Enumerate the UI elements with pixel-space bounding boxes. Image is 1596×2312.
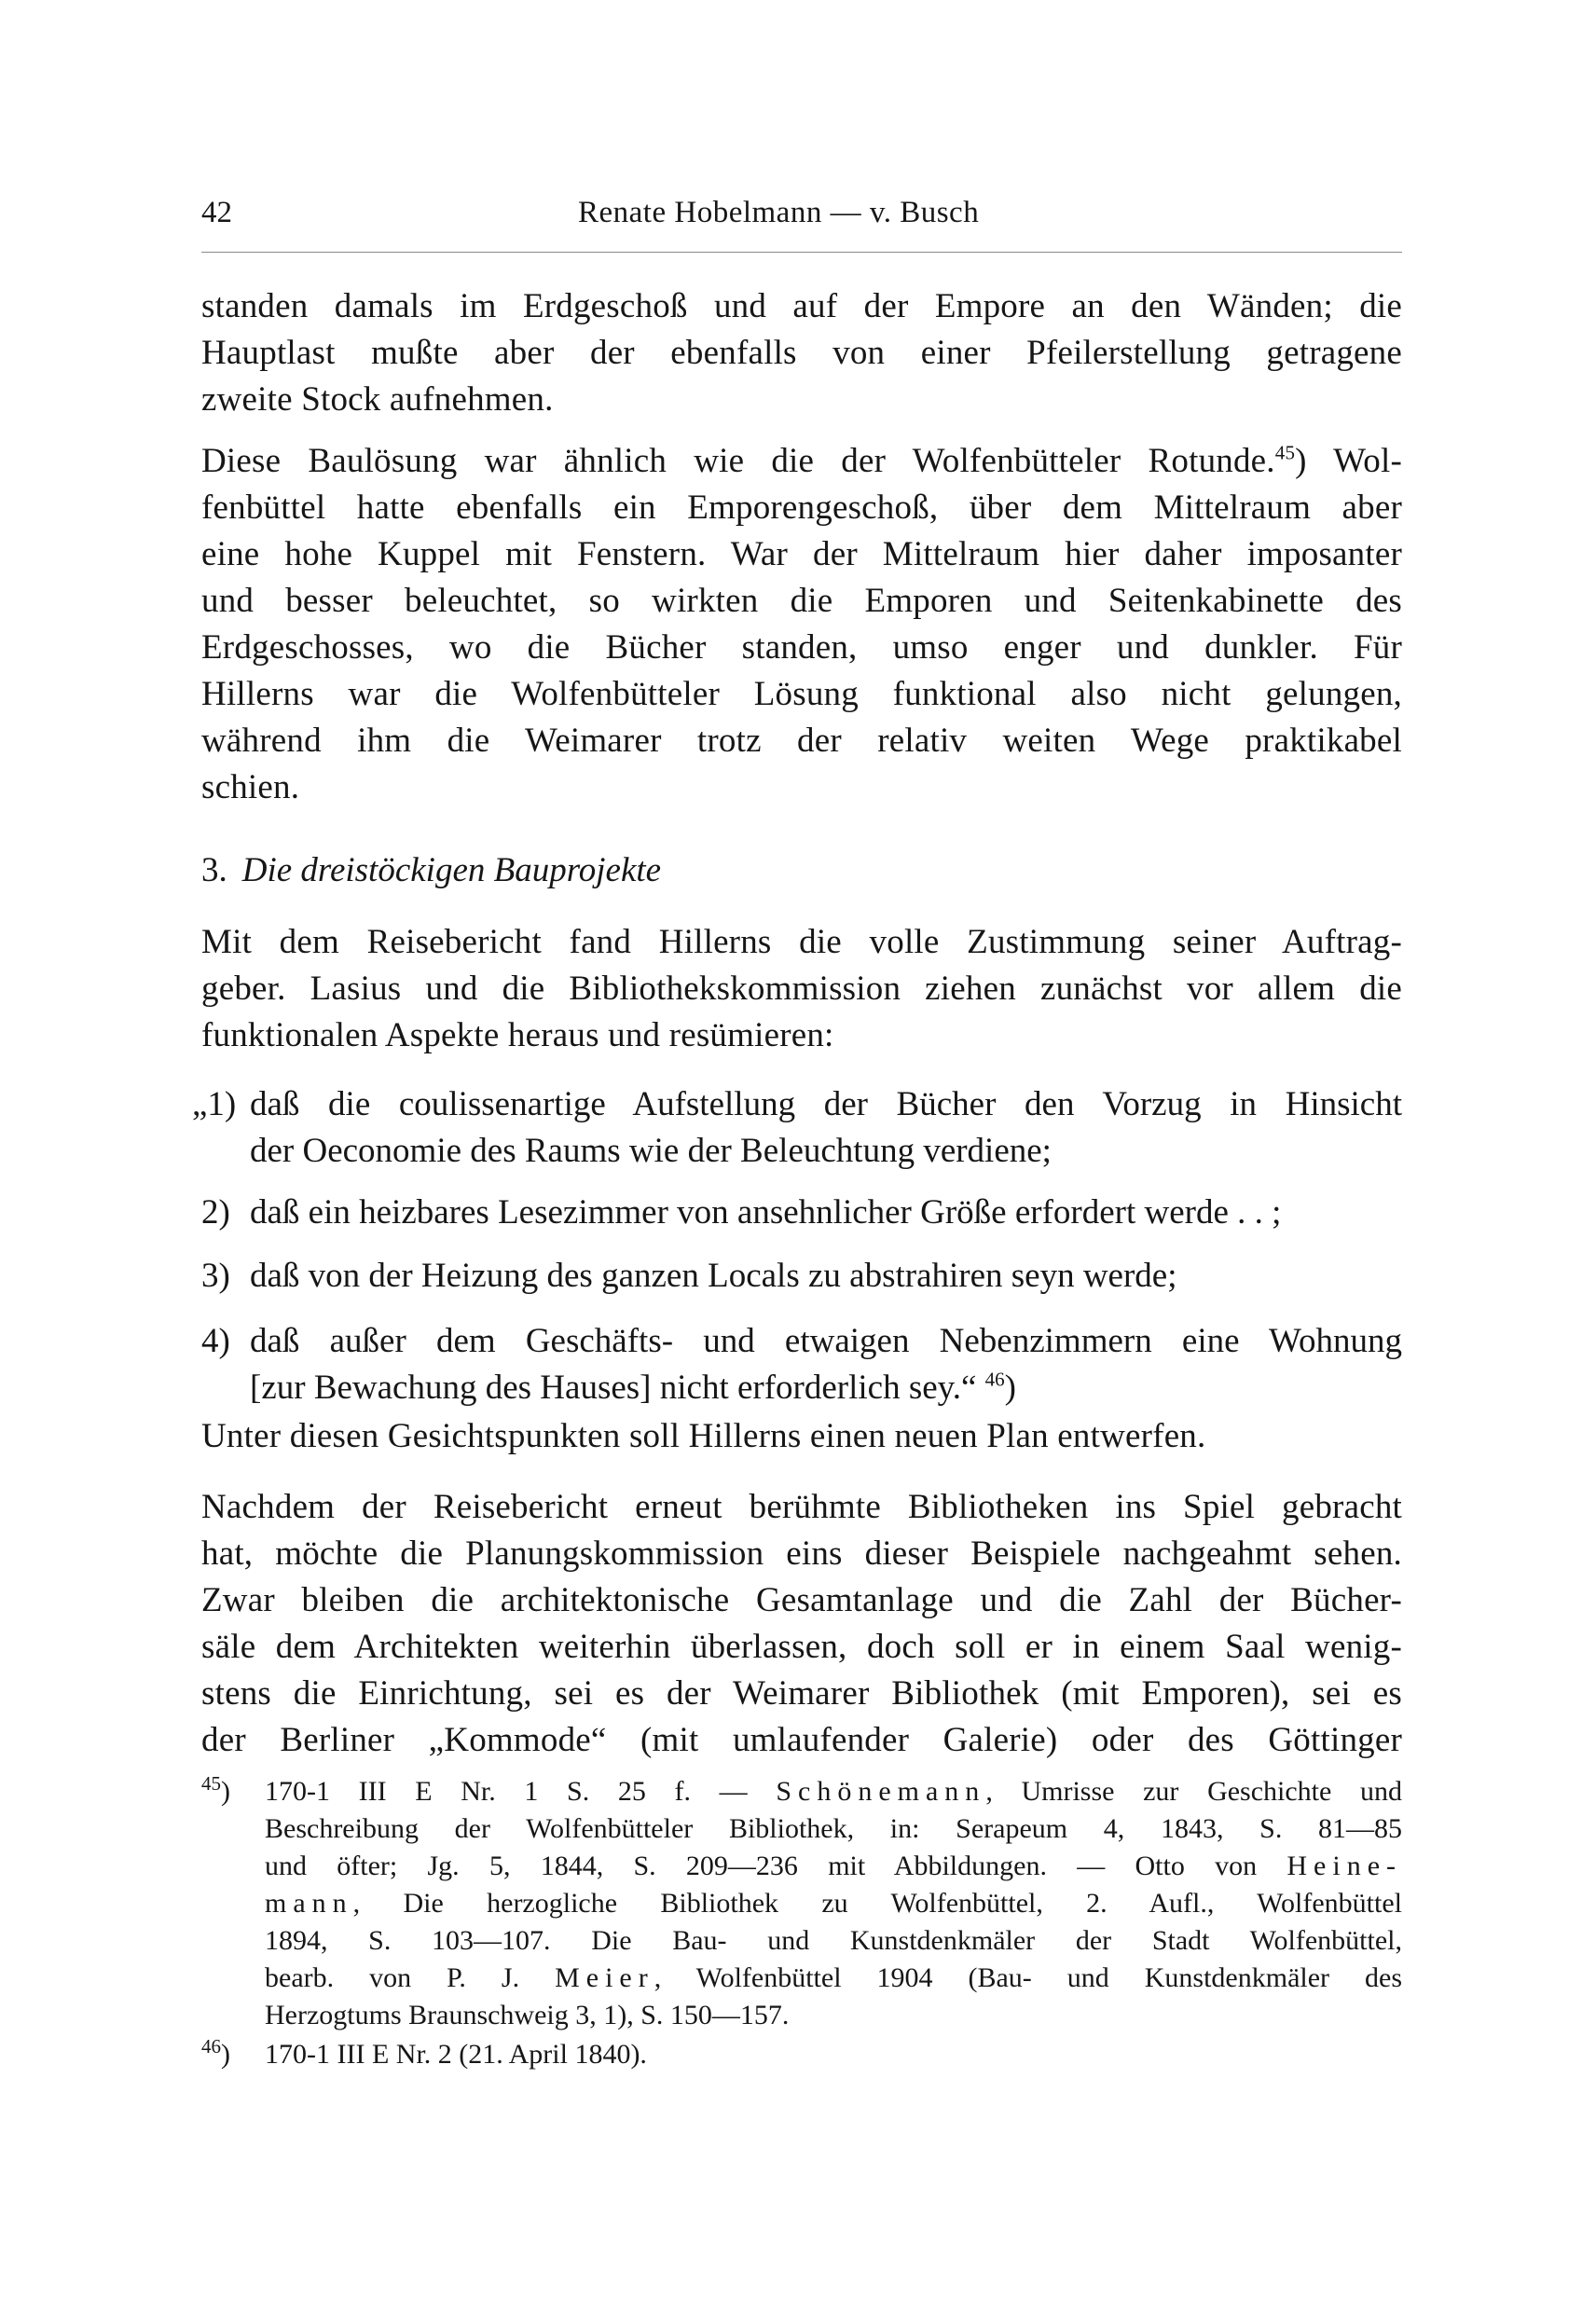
text-line: 170-1 III E Nr. 2 (21. April 1840). [265,2039,647,2070]
text-line: funktionalen Aspekte heraus und resümieren: [201,1016,834,1054]
text-line: Erdgeschosses, wo die Bücher standen, umso enger und dunkler. Für [201,628,1402,667]
footnote-mark [201,1773,230,1810]
text-line: Herzogtums Braunschweig 3, 1), S. 150—157. [265,2000,790,2030]
text-line: Mit dem Reisebericht fand Hillerns die volle Zustimmung seiner Auftrag- [201,923,1402,961]
text-line: eine hohe Kuppel mit Fenstern. War der Mittelraum hier daher imposanter [201,535,1402,573]
text-line: während ihm die Weimarer trotz der relativ weiten Wege praktikabel [201,722,1402,760]
footnote-ref-46: 46 [984,1368,1005,1391]
list-item-body [250,1081,1402,1175]
text-line [265,1773,1402,1810]
paragraph-4 [201,1413,1402,1460]
list-marker: 4) [201,1322,230,1360]
footnote-paren: ) [221,2039,230,2070]
text-segment: bearb. von P. J. [265,1962,520,1993]
text-line: und besser beleuchtet, so wirkten die Emporen und Seitenkabinette des [201,582,1402,620]
page-number: 42 [201,196,232,229]
text-line: der Berliner „Kommode“ (mit umlaufender Galerie) oder des Göttinger [201,1721,1402,1759]
header-rule [201,252,1402,253]
text-line [201,438,1402,485]
text-line: daß außer dem Geschäfts- und etwaigen Nebenzimmern eine Wohnung [250,1322,1402,1360]
list-item-body [250,1253,1402,1300]
text-line: Hauptlast mußte aber der ebenfalls von einer Pfeilerstellung getragene [201,334,1402,372]
list-item-body [250,1190,1402,1236]
paragraph-2 [201,438,1402,811]
text-line: schien. [201,768,300,806]
text-segment: , Wolfenbüttel 1904 (Bau- und Kunstdenkmäler des [654,1962,1402,1993]
text-line: daß von der Heizung des ganzen Locals zu abstrahiren seyn werde; [250,1257,1177,1295]
text-segment: , Umrisse zur Geschichte und [985,1776,1402,1807]
list-marker: 2) [201,1193,230,1232]
text-line: fenbüttel hatte ebenfalls ein Emporengeschoß, über dem Mittelraum aber [201,489,1402,527]
text-segment: und öfter; Jg. 5, 1844, S. 209—236 mit Abbildungen. — Otto von [265,1851,1258,1881]
text-segment: Diese Baulösung war ähnlich wie die der Wolfenbütteler Rotunde. [201,442,1275,480]
footnote-body [265,1773,1402,2034]
text-line: Nachdem der Reisebericht erneut berühmte Bibliotheken ins Spiel gebracht [201,1488,1402,1526]
text-line: standen damals im Erdgeschoß und auf der Empore an den Wänden; die [201,287,1402,325]
text-segment: , Die herzogliche Bibliothek zu Wolfenbüttel, 2. Aufl., Wolfenbüttel [352,1888,1402,1919]
footnote-mark [201,2036,230,2073]
footnote-ref-45: 45 [1274,441,1296,464]
text-segment: 170-1 III E Nr. 1 S. 25 f. — [265,1776,748,1807]
text-line: 1894, S. 103—107. Die Bau- und Kunstdenkmäler der Stadt Wolfenbüttel, [265,1925,1402,1956]
footnote-number: 46 [201,2035,221,2057]
author-name: Heine- [1286,1851,1403,1881]
text-line: Zwar bleiben die architektonische Gesamtanlage und die Zahl der Bücher- [201,1581,1402,1619]
text-line: daß ein heizbares Lesezimmer von ansehnlicher Größe erfordert werde . . ; [250,1193,1282,1232]
book-page [192,186,1403,2070]
author-name: mann [265,1888,353,1919]
footnote-paren: ) [221,1776,230,1807]
author-name: Schönemann [776,1776,986,1807]
page-header [201,186,1402,235]
list-item-body [250,1318,1402,1411]
text-line: daß die coulissenartige Aufstellung der Bücher den Vorzug in Hinsicht [250,1085,1402,1123]
text-line: Beschreibung der Wolfenbütteler Bibliothek, in: Serapeum 4, 1843, S. 81—85 [265,1813,1402,1844]
text-line [265,1848,1402,1885]
list-marker: „1) [192,1085,237,1123]
running-head: Renate Hobelmann — v. Busch [578,196,980,229]
text-segment: [zur Bewachung des Hauses] nicht erforderlich sey.“ [250,1369,977,1407]
text-line: Hillerns war die Wolfenbütteler Lösung funktional also nicht gelungen, [201,675,1402,713]
author-name: Meier [555,1962,654,1993]
text-line [250,1365,1402,1411]
list-marker: 3) [201,1257,230,1295]
section-title: Die dreistöckigen Bauprojekte [241,851,662,889]
text-line: geber. Lasius und die Bibliothekskommission ziehen zunächst vor allem die [201,970,1402,1008]
paragraph-3 [201,919,1402,1059]
text-line: der Oeconomie des Raums wie der Beleuchtung verdiene; [250,1132,1052,1170]
paragraph-5 [201,1484,1402,1764]
text-line [265,1885,1402,1922]
text-line [265,1960,1402,1997]
text-line: Unter diesen Gesichtspunkten soll Hillerns einen neuen Plan entwerfen. [201,1417,1206,1455]
text-line: zweite Stock aufnehmen. [201,380,554,419]
text-line: hat, möchte die Planungskommission eins dieser Beispiele nachgeahmt sehen. [201,1534,1402,1573]
text-line: stens die Einrichtung, sei es der Weimarer Bibliothek (mit Emporen), sei es [201,1674,1402,1713]
footnote-body [265,2036,1402,2073]
text-line: säle dem Architekten weiterhin überlassen, doch soll er in einem Saal wenig- [201,1628,1402,1666]
paragraph-1 [201,283,1402,423]
section-heading [201,850,661,890]
text-segment: ) [1004,1369,1016,1407]
footnote-number: 45 [201,1772,221,1795]
text-segment: ) Wol- [1295,442,1402,480]
section-number: 3. [201,851,227,889]
